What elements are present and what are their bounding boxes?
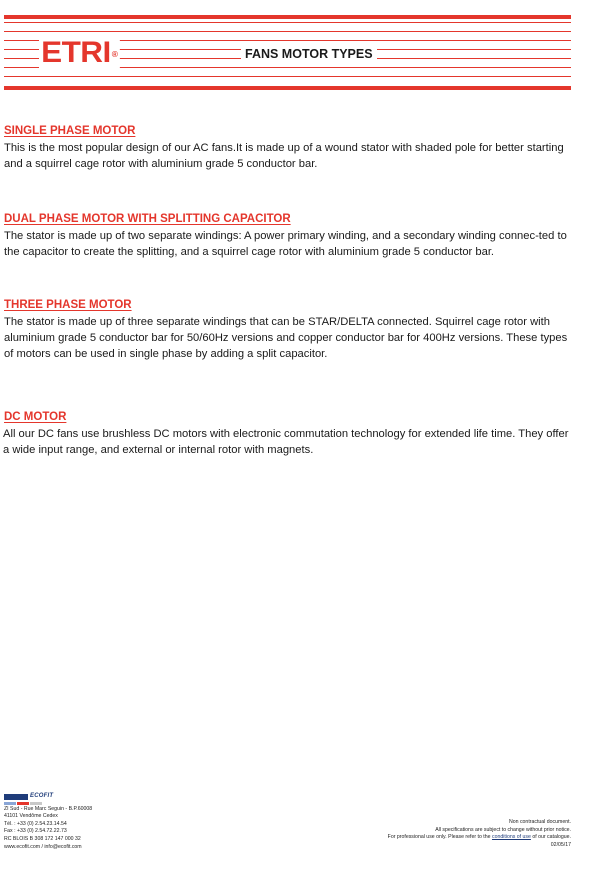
section-body: The stator is made up of three separate windings that can be STAR/DELTA connected. Squirrel cage rotor with aluminium grade 5 conductor bar for 50/60Hz versions and copper conductor bar for 400Hz versions. These types of motors can be used in single phase by adding a split capacitor. (4, 316, 568, 360)
disclaimer-line1: Non contractual document. (509, 819, 571, 825)
section-dc-motor (4, 407, 576, 458)
section-three-phase (4, 295, 576, 362)
section-title: THREE PHASE MOTOR (4, 299, 132, 311)
section-dual-phase (4, 209, 576, 260)
disclaimer-line2: All specifications are subject to change without prior notice. (435, 826, 571, 833)
registration: RC BLOIS B 308 172 147 000 32 (4, 835, 81, 842)
registered-mark: ® (111, 50, 118, 59)
ecofit-logo-mark (4, 794, 28, 800)
section-title: DUAL PHASE MOTOR WITH SPLITTING CAPACITOR (4, 213, 291, 225)
section-body: The stator is made up of two separate windings: A power primary winding, and a secondary winding connec-ted to the capacitor to create the splitting, and a squirrel cage rotor with aluminium grade 5 conductor bar. (4, 230, 567, 258)
phone: Tél. : +33 (0) 2.54.23.14.54 (4, 820, 67, 827)
disclaimer-line3: For professional use only. Please refer to the conditions of use of our catalogue. (387, 834, 571, 841)
etri-logo (39, 38, 120, 68)
ecofit-logo (4, 793, 92, 801)
brand-color-bars (4, 802, 92, 805)
website-email[interactable]: www.ecofit.com / info@ecofit.com (4, 843, 82, 850)
page-title: FANS MOTOR TYPES (241, 47, 377, 61)
logo-text: ETRI (41, 36, 111, 69)
section-title: DC MOTOR (4, 411, 67, 423)
address-line2: 41101 Vendôme Cedex (4, 813, 58, 820)
document-date: 02/05/17 (550, 841, 571, 848)
section-body: All our DC fans use brushless DC motors with electronic commutation technology for extended life time. They offer a wide input range, and external or internal rotor with magnets. (3, 428, 569, 456)
address-line1: ZI Sud - Rue Marc Seguin - B.P.60008 (4, 805, 93, 812)
section-title: SINGLE PHASE MOTOR (4, 125, 136, 137)
footer-disclaimer (388, 819, 571, 849)
fax: Fax : +33 (0) 2.54.72.22.73 (4, 828, 67, 835)
conditions-of-use-link[interactable]: conditions of use (491, 834, 531, 841)
ecofit-brand: ECOFIT (30, 793, 54, 799)
section-single-phase (4, 121, 576, 172)
footer-company-info (4, 793, 92, 851)
section-body: This is the most popular design of our AC fans.It is made up of a wound stator with shaded pole for better starting and a squirrel cage rotor with aluminium grade 5 conductor bar. (4, 142, 564, 170)
